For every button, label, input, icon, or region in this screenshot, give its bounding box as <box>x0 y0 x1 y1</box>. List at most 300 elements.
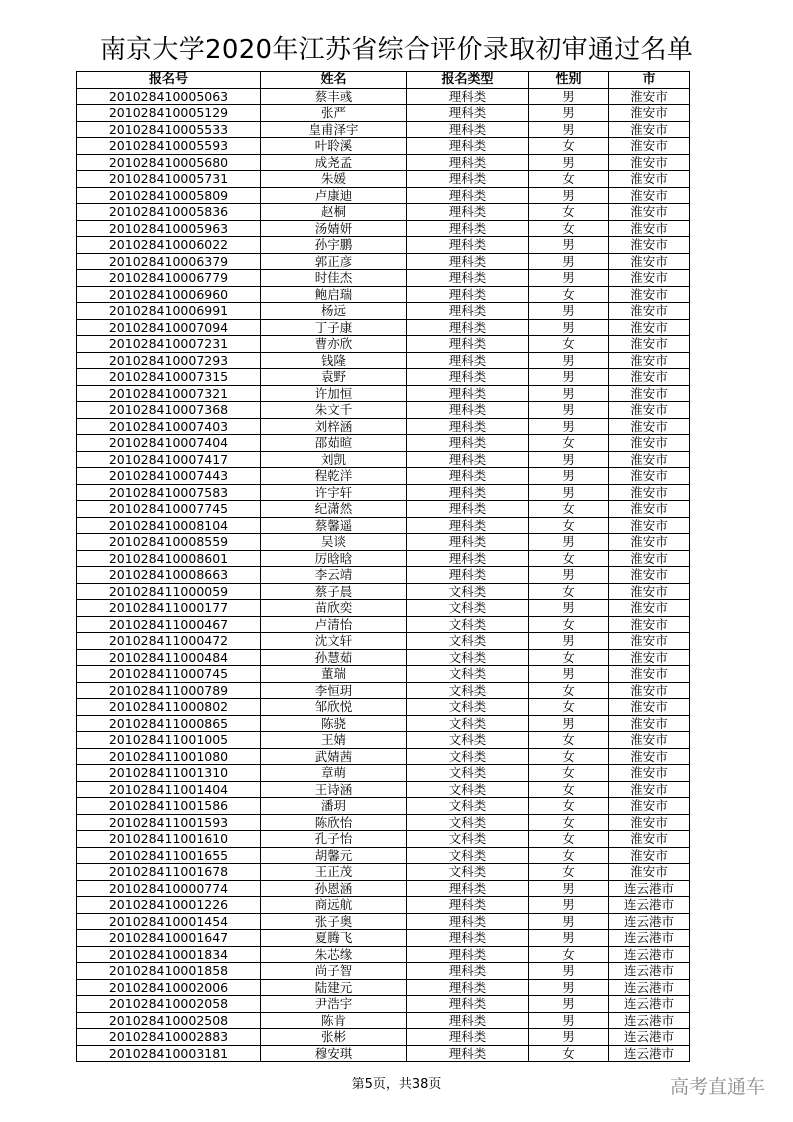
registration-number-cell: 201028410007443 <box>77 468 261 485</box>
city-cell: 淮安市 <box>609 583 690 600</box>
table-row <box>77 963 690 980</box>
table-row <box>77 864 690 881</box>
table-row <box>77 583 690 600</box>
gender-cell: 男 <box>529 303 609 320</box>
city-cell: 连云港市 <box>609 1029 690 1046</box>
name-cell: 纪潇然 <box>261 501 407 518</box>
application-type-cell: 理科类 <box>407 369 529 386</box>
city-cell: 连云港市 <box>609 979 690 996</box>
table-row <box>77 550 690 567</box>
registration-number-cell: 201028410007293 <box>77 352 261 369</box>
page-number: 第5页，共38页 <box>351 1077 442 1092</box>
gender-cell: 男 <box>529 187 609 204</box>
name-cell: 卢清怡 <box>261 616 407 633</box>
gender-cell: 男 <box>529 963 609 980</box>
gender-cell: 女 <box>529 286 609 303</box>
table-row <box>77 600 690 617</box>
application-type-cell: 文科类 <box>407 682 529 699</box>
table-row <box>77 649 690 666</box>
table-row <box>77 1045 690 1062</box>
gender-cell: 女 <box>529 501 609 518</box>
admission-list-table <box>76 71 690 1062</box>
application-type-cell: 文科类 <box>407 649 529 666</box>
gender-cell: 男 <box>529 418 609 435</box>
table-row <box>77 715 690 732</box>
application-type-cell: 文科类 <box>407 699 529 716</box>
application-type-cell: 理科类 <box>407 418 529 435</box>
registration-number-cell: 201028410006991 <box>77 303 261 320</box>
name-cell: 蔡子晨 <box>261 583 407 600</box>
name-cell: 卢康迪 <box>261 187 407 204</box>
registration-number-cell: 201028411000745 <box>77 666 261 683</box>
city-cell: 淮安市 <box>609 154 690 171</box>
application-type-cell: 文科类 <box>407 666 529 683</box>
gender-cell: 男 <box>529 666 609 683</box>
name-cell: 朱文千 <box>261 402 407 419</box>
name-cell: 王婧 <box>261 732 407 749</box>
page-title: 南京大学2020年江苏省综合评价录取初审通过名单 <box>99 35 694 65</box>
gender-cell: 女 <box>529 204 609 221</box>
city-cell: 淮安市 <box>609 451 690 468</box>
application-type-cell: 理科类 <box>407 220 529 237</box>
application-type-cell: 理科类 <box>407 435 529 452</box>
city-cell: 淮安市 <box>609 88 690 105</box>
name-cell: 杨远 <box>261 303 407 320</box>
city-cell: 连云港市 <box>609 1045 690 1062</box>
gender-cell: 男 <box>529 468 609 485</box>
name-cell: 许加恒 <box>261 385 407 402</box>
column-header-gender: 性别 <box>529 72 609 89</box>
city-cell: 淮安市 <box>609 616 690 633</box>
application-type-cell: 理科类 <box>407 253 529 270</box>
application-type-cell: 理科类 <box>407 352 529 369</box>
city-cell: 淮安市 <box>609 418 690 435</box>
application-type-cell: 理科类 <box>407 171 529 188</box>
name-cell: 邹欣悦 <box>261 699 407 716</box>
application-type-cell: 理科类 <box>407 1029 529 1046</box>
city-cell: 淮安市 <box>609 286 690 303</box>
name-cell: 汤婧妍 <box>261 220 407 237</box>
registration-number-cell: 201028410005731 <box>77 171 261 188</box>
table-row <box>77 979 690 996</box>
application-type-cell: 文科类 <box>407 583 529 600</box>
table-row <box>77 88 690 105</box>
registration-number-cell: 201028411001593 <box>77 814 261 831</box>
table-row <box>77 369 690 386</box>
registration-number-cell: 201028410006379 <box>77 253 261 270</box>
name-cell: 曹亦欣 <box>261 336 407 353</box>
city-cell: 淮安市 <box>609 369 690 386</box>
table-row <box>77 138 690 155</box>
city-cell: 淮安市 <box>609 253 690 270</box>
registration-number-cell: 201028410005680 <box>77 154 261 171</box>
table-row <box>77 517 690 534</box>
application-type-cell: 理科类 <box>407 237 529 254</box>
application-type-cell: 理科类 <box>407 121 529 138</box>
application-type-cell: 理科类 <box>407 946 529 963</box>
gender-cell: 女 <box>529 616 609 633</box>
table-row <box>77 319 690 336</box>
name-cell: 张子奥 <box>261 913 407 930</box>
city-cell: 淮安市 <box>609 270 690 287</box>
city-cell: 淮安市 <box>609 550 690 567</box>
application-type-cell: 理科类 <box>407 385 529 402</box>
registration-number-cell: 201028411001610 <box>77 831 261 848</box>
gender-cell: 女 <box>529 550 609 567</box>
name-cell: 陈肯 <box>261 1012 407 1029</box>
application-type-cell: 理科类 <box>407 484 529 501</box>
name-cell: 苗欣奕 <box>261 600 407 617</box>
table-row <box>77 666 690 683</box>
table-row <box>77 451 690 468</box>
table-body <box>77 88 690 1062</box>
city-cell: 淮安市 <box>609 567 690 584</box>
table-row <box>77 435 690 452</box>
gender-cell: 女 <box>529 583 609 600</box>
application-type-cell: 文科类 <box>407 864 529 881</box>
name-cell: 赵桐 <box>261 204 407 221</box>
gender-cell: 女 <box>529 798 609 815</box>
table-row <box>77 121 690 138</box>
application-type-cell: 理科类 <box>407 996 529 1013</box>
name-cell: 程乾洋 <box>261 468 407 485</box>
table-row <box>77 765 690 782</box>
table-row <box>77 220 690 237</box>
city-cell: 淮安市 <box>609 435 690 452</box>
registration-number-cell: 201028410008559 <box>77 534 261 551</box>
city-cell: 连云港市 <box>609 946 690 963</box>
registration-number-cell: 201028410005129 <box>77 105 261 122</box>
name-cell: 张严 <box>261 105 407 122</box>
application-type-cell: 理科类 <box>407 402 529 419</box>
table-row <box>77 253 690 270</box>
name-cell: 陈骁 <box>261 715 407 732</box>
name-cell: 吴谈 <box>261 534 407 551</box>
gender-cell: 女 <box>529 517 609 534</box>
gender-cell: 男 <box>529 484 609 501</box>
application-type-cell: 文科类 <box>407 600 529 617</box>
gender-cell: 男 <box>529 600 609 617</box>
gender-cell: 女 <box>529 864 609 881</box>
column-header-registration-number: 报名号 <box>77 72 261 89</box>
name-cell: 蔡丰彧 <box>261 88 407 105</box>
name-cell: 王诗涵 <box>261 781 407 798</box>
name-cell: 蔡馨遥 <box>261 517 407 534</box>
application-type-cell: 理科类 <box>407 550 529 567</box>
name-cell: 商远航 <box>261 897 407 914</box>
registration-number-cell: 201028411000059 <box>77 583 261 600</box>
name-cell: 邵茹暄 <box>261 435 407 452</box>
registration-number-cell: 201028410002006 <box>77 979 261 996</box>
table-row <box>77 699 690 716</box>
gender-cell: 男 <box>529 270 609 287</box>
registration-number-cell: 201028410002058 <box>77 996 261 1013</box>
gender-cell: 男 <box>529 105 609 122</box>
city-cell: 淮安市 <box>609 798 690 815</box>
gender-cell: 女 <box>529 748 609 765</box>
city-cell: 淮安市 <box>609 748 690 765</box>
application-type-cell: 理科类 <box>407 534 529 551</box>
name-cell: 穆安琪 <box>261 1045 407 1062</box>
registration-number-cell: 201028411000865 <box>77 715 261 732</box>
city-cell: 淮安市 <box>609 666 690 683</box>
registration-number-cell: 201028410001834 <box>77 946 261 963</box>
application-type-cell: 理科类 <box>407 187 529 204</box>
name-cell: 尚子智 <box>261 963 407 980</box>
registration-number-cell: 201028410001858 <box>77 963 261 980</box>
table-row <box>77 286 690 303</box>
registration-number-cell: 201028410005063 <box>77 88 261 105</box>
name-cell: 孙恩涵 <box>261 880 407 897</box>
city-cell: 淮安市 <box>609 715 690 732</box>
city-cell: 淮安市 <box>609 303 690 320</box>
table-header-row <box>77 72 690 89</box>
city-cell: 淮安市 <box>609 831 690 848</box>
gender-cell: 男 <box>529 253 609 270</box>
column-header-application-type: 报名类型 <box>407 72 529 89</box>
application-type-cell: 理科类 <box>407 451 529 468</box>
table-row <box>77 732 690 749</box>
table-row <box>77 534 690 551</box>
table-row <box>77 1029 690 1046</box>
registration-number-cell: 201028411000484 <box>77 649 261 666</box>
table-row <box>77 105 690 122</box>
table-row <box>77 336 690 353</box>
city-cell: 淮安市 <box>609 765 690 782</box>
gender-cell: 男 <box>529 369 609 386</box>
table-row <box>77 847 690 864</box>
name-cell: 李恒玥 <box>261 682 407 699</box>
table-row <box>77 616 690 633</box>
table-row <box>77 913 690 930</box>
city-cell: 淮安市 <box>609 204 690 221</box>
gender-cell: 男 <box>529 451 609 468</box>
gender-cell: 男 <box>529 352 609 369</box>
application-type-cell: 文科类 <box>407 633 529 650</box>
table-row <box>77 154 690 171</box>
name-cell: 朱芯缘 <box>261 946 407 963</box>
city-cell: 淮安市 <box>609 847 690 864</box>
application-type-cell: 理科类 <box>407 138 529 155</box>
application-type-cell: 理科类 <box>407 154 529 171</box>
table-row <box>77 418 690 435</box>
city-cell: 连云港市 <box>609 897 690 914</box>
application-type-cell: 理科类 <box>407 319 529 336</box>
gender-cell: 男 <box>529 319 609 336</box>
table-row <box>77 171 690 188</box>
city-cell: 淮安市 <box>609 171 690 188</box>
city-cell: 淮安市 <box>609 319 690 336</box>
application-type-cell: 理科类 <box>407 567 529 584</box>
registration-number-cell: 201028410000774 <box>77 880 261 897</box>
application-type-cell: 理科类 <box>407 303 529 320</box>
gender-cell: 女 <box>529 847 609 864</box>
city-cell: 淮安市 <box>609 484 690 501</box>
gender-cell: 男 <box>529 1012 609 1029</box>
registration-number-cell: 201028410007315 <box>77 369 261 386</box>
table-row <box>77 303 690 320</box>
city-cell: 淮安市 <box>609 682 690 699</box>
registration-number-cell: 201028411000177 <box>77 600 261 617</box>
name-cell: 刘凯 <box>261 451 407 468</box>
registration-number-cell: 201028410007368 <box>77 402 261 419</box>
registration-number-cell: 201028410008104 <box>77 517 261 534</box>
name-cell: 朱媛 <box>261 171 407 188</box>
registration-number-cell: 201028410007403 <box>77 418 261 435</box>
gender-cell: 男 <box>529 567 609 584</box>
city-cell: 淮安市 <box>609 534 690 551</box>
city-cell: 淮安市 <box>609 138 690 155</box>
city-cell: 淮安市 <box>609 633 690 650</box>
registration-number-cell: 201028411001586 <box>77 798 261 815</box>
city-cell: 连云港市 <box>609 930 690 947</box>
gender-cell: 女 <box>529 171 609 188</box>
city-cell: 淮安市 <box>609 187 690 204</box>
table-row <box>77 930 690 947</box>
table-row <box>77 270 690 287</box>
registration-number-cell: 201028411000467 <box>77 616 261 633</box>
city-cell: 淮安市 <box>609 649 690 666</box>
city-cell: 连云港市 <box>609 996 690 1013</box>
registration-number-cell: 201028410007417 <box>77 451 261 468</box>
application-type-cell: 文科类 <box>407 798 529 815</box>
name-cell: 孙宇鹏 <box>261 237 407 254</box>
table-row <box>77 468 690 485</box>
table-row <box>77 748 690 765</box>
city-cell: 淮安市 <box>609 385 690 402</box>
gender-cell: 女 <box>529 946 609 963</box>
table-row <box>77 633 690 650</box>
registration-number-cell: 201028410003181 <box>77 1045 261 1062</box>
table-row <box>77 567 690 584</box>
name-cell: 丁子康 <box>261 319 407 336</box>
gender-cell: 女 <box>529 336 609 353</box>
table-row <box>77 501 690 518</box>
name-cell: 胡馨元 <box>261 847 407 864</box>
name-cell: 钱隆 <box>261 352 407 369</box>
name-cell: 王正茂 <box>261 864 407 881</box>
name-cell: 时佳杰 <box>261 270 407 287</box>
registration-number-cell: 201028411001005 <box>77 732 261 749</box>
registration-number-cell: 201028411000472 <box>77 633 261 650</box>
application-type-cell: 理科类 <box>407 880 529 897</box>
application-type-cell: 文科类 <box>407 781 529 798</box>
city-cell: 淮安市 <box>609 237 690 254</box>
name-cell: 李云靖 <box>261 567 407 584</box>
name-cell: 孙慧茹 <box>261 649 407 666</box>
registration-number-cell: 201028410001454 <box>77 913 261 930</box>
gender-cell: 女 <box>529 765 609 782</box>
table-row <box>77 237 690 254</box>
gender-cell: 男 <box>529 402 609 419</box>
table-row <box>77 682 690 699</box>
name-cell: 尹浩宇 <box>261 996 407 1013</box>
table-row <box>77 1012 690 1029</box>
registration-number-cell: 201028411001080 <box>77 748 261 765</box>
application-type-cell: 理科类 <box>407 913 529 930</box>
gender-cell: 男 <box>529 88 609 105</box>
column-header-city: 市 <box>609 72 690 89</box>
application-type-cell: 文科类 <box>407 616 529 633</box>
city-cell: 淮安市 <box>609 517 690 534</box>
registration-number-cell: 201028410002883 <box>77 1029 261 1046</box>
table-row <box>77 204 690 221</box>
city-cell: 淮安市 <box>609 501 690 518</box>
table-row <box>77 781 690 798</box>
table-row <box>77 814 690 831</box>
registration-number-cell: 201028411001404 <box>77 781 261 798</box>
registration-number-cell: 201028410007583 <box>77 484 261 501</box>
gender-cell: 女 <box>529 699 609 716</box>
gender-cell: 男 <box>529 979 609 996</box>
registration-number-cell: 201028410008601 <box>77 550 261 567</box>
application-type-cell: 文科类 <box>407 831 529 848</box>
city-cell: 淮安市 <box>609 220 690 237</box>
application-type-cell: 理科类 <box>407 501 529 518</box>
registration-number-cell: 201028410007231 <box>77 336 261 353</box>
name-cell: 沈文轩 <box>261 633 407 650</box>
application-type-cell: 理科类 <box>407 105 529 122</box>
city-cell: 淮安市 <box>609 600 690 617</box>
registration-number-cell: 201028410007404 <box>77 435 261 452</box>
name-cell: 张彬 <box>261 1029 407 1046</box>
city-cell: 连云港市 <box>609 880 690 897</box>
name-cell: 皇甫泽宇 <box>261 121 407 138</box>
registration-number-cell: 201028410006022 <box>77 237 261 254</box>
watermark: 高考直通车 <box>669 1076 765 1098</box>
gender-cell: 女 <box>529 435 609 452</box>
registration-number-cell: 201028410008663 <box>77 567 261 584</box>
gender-cell: 男 <box>529 880 609 897</box>
gender-cell: 女 <box>529 138 609 155</box>
application-type-cell: 理科类 <box>407 468 529 485</box>
gender-cell: 男 <box>529 715 609 732</box>
name-cell: 鲍启瑞 <box>261 286 407 303</box>
city-cell: 淮安市 <box>609 105 690 122</box>
application-type-cell: 理科类 <box>407 517 529 534</box>
table-row <box>77 385 690 402</box>
gender-cell: 男 <box>529 534 609 551</box>
name-cell: 成尧孟 <box>261 154 407 171</box>
name-cell: 陈欣怡 <box>261 814 407 831</box>
gender-cell: 男 <box>529 1029 609 1046</box>
application-type-cell: 文科类 <box>407 765 529 782</box>
application-type-cell: 文科类 <box>407 814 529 831</box>
application-type-cell: 理科类 <box>407 930 529 947</box>
registration-number-cell: 201028410006960 <box>77 286 261 303</box>
gender-cell: 男 <box>529 913 609 930</box>
table-row <box>77 484 690 501</box>
gender-cell: 男 <box>529 121 609 138</box>
city-cell: 连云港市 <box>609 963 690 980</box>
city-cell: 淮安市 <box>609 352 690 369</box>
name-cell: 孔子怡 <box>261 831 407 848</box>
table-row <box>77 187 690 204</box>
registration-number-cell: 201028410005593 <box>77 138 261 155</box>
gender-cell: 女 <box>529 220 609 237</box>
city-cell: 淮安市 <box>609 814 690 831</box>
table-row <box>77 352 690 369</box>
registration-number-cell: 201028410007745 <box>77 501 261 518</box>
registration-number-cell: 201028410005836 <box>77 204 261 221</box>
application-type-cell: 理科类 <box>407 1012 529 1029</box>
city-cell: 淮安市 <box>609 732 690 749</box>
city-cell: 淮安市 <box>609 336 690 353</box>
application-type-cell: 理科类 <box>407 1045 529 1062</box>
registration-number-cell: 201028410005963 <box>77 220 261 237</box>
registration-number-cell: 201028410007321 <box>77 385 261 402</box>
name-cell: 章萌 <box>261 765 407 782</box>
